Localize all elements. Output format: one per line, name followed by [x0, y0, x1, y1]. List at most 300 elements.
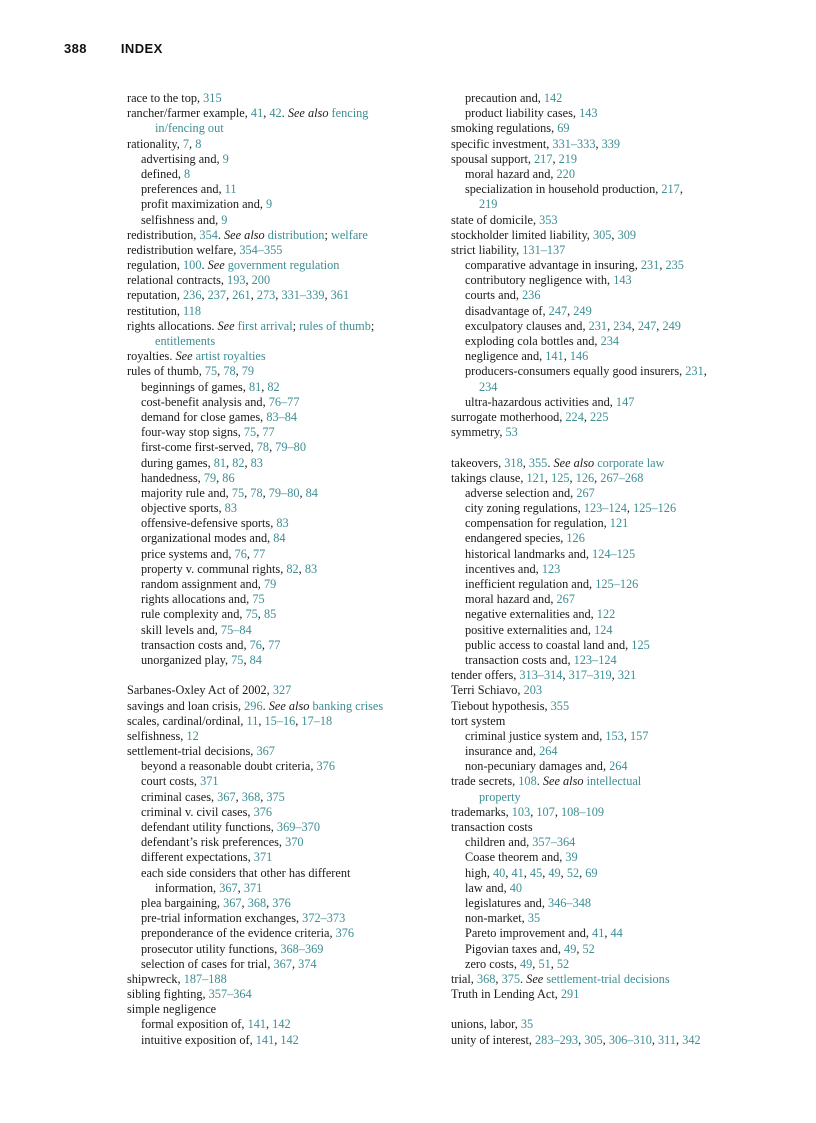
index-entry: [451, 774, 756, 789]
page-reference-link[interactable]: 353: [539, 212, 558, 227]
entry-text: ,: [291, 956, 299, 971]
page-reference-link[interactable]: 235: [665, 258, 684, 273]
page-reference-link[interactable]: 357–364: [532, 835, 576, 850]
page-reference-link[interactable]: 82: [232, 455, 245, 470]
page-reference-link[interactable]: 123–124: [573, 652, 617, 667]
page-reference-link[interactable]: 234: [479, 379, 498, 394]
entry-text: ,: [244, 485, 251, 500]
page-reference-link[interactable]: 41: [592, 926, 605, 941]
page-reference-link[interactable]: 376: [316, 759, 335, 774]
page-reference-link[interactable]: 75: [204, 364, 218, 379]
page-reference-link[interactable]: 376: [253, 804, 273, 819]
page-reference-link[interactable]: 355: [528, 455, 548, 470]
page-reference-link[interactable]: 267: [576, 485, 595, 500]
page-reference-link[interactable]: 355: [550, 698, 570, 713]
index-subentry: [451, 288, 756, 303]
page-reference-link[interactable]: 75: [231, 652, 244, 667]
page-reference-link[interactable]: 357–364: [208, 987, 252, 1002]
entry-text: ,: [226, 288, 233, 303]
entry-text: rights allocations.: [127, 318, 218, 333]
page-reference-link[interactable]: 234: [600, 334, 620, 348]
page-reference-link[interactable]: 83: [276, 516, 289, 531]
index-entry: [451, 1017, 756, 1032]
index-subentry: [451, 896, 756, 911]
page-reference-link[interactable]: 368–369: [280, 941, 324, 956]
page-reference-link[interactable]: 342: [682, 1032, 701, 1047]
entry-text: ,: [216, 470, 223, 485]
index-continuation: [451, 197, 756, 212]
page-reference-link[interactable]: 200: [251, 273, 271, 288]
entry-text: ;: [324, 227, 331, 242]
page-reference-link[interactable]: 131–137: [522, 242, 566, 257]
entry-text: ,: [703, 364, 707, 379]
index-subentry: [127, 547, 432, 562]
page-reference-link[interactable]: 309: [617, 227, 637, 242]
page-reference-link[interactable]: 76: [234, 546, 247, 561]
page-reference-link[interactable]: 157: [629, 728, 649, 743]
page-reference-link[interactable]: 264: [609, 759, 628, 774]
page-reference-link[interactable]: 234: [613, 318, 632, 333]
page-reference-link[interactable]: 305: [592, 227, 612, 242]
page-reference-link[interactable]: 8: [184, 166, 191, 181]
page-reference-link[interactable]: 122: [596, 607, 616, 622]
entry-text: preponderance of the evidence criteria,: [141, 926, 336, 941]
page-reference-link[interactable]: 121: [609, 516, 629, 531]
page-reference-link[interactable]: 142: [280, 1032, 299, 1047]
page-reference-link[interactable]: 339: [601, 136, 621, 151]
page-reference-link[interactable]: 367: [273, 956, 292, 971]
entry-text: inefficient regulation and,: [465, 577, 596, 591]
page-reference-link[interactable]: 187–188: [183, 971, 227, 986]
entry-text: ,: [542, 865, 549, 880]
page-reference-link[interactable]: 247: [637, 318, 657, 333]
page-reference-link[interactable]: 15–16: [264, 713, 296, 728]
entry-text: ,: [261, 637, 269, 652]
entry-text: reputation,: [127, 288, 184, 303]
entry-text: transaction costs: [451, 820, 533, 834]
page-reference-link[interactable]: 86: [222, 470, 235, 485]
entry-text: .: [201, 258, 208, 273]
page-reference-link[interactable]: 83–84: [266, 409, 298, 424]
see-also-label: See also: [224, 227, 265, 242]
page-reference-link[interactable]: 376: [272, 895, 291, 910]
entry-text: specialization in household production,: [465, 182, 662, 197]
page-reference-link[interactable]: 126: [566, 531, 585, 546]
index-entry: [127, 364, 432, 379]
entry-text: savings and loan crisis,: [127, 698, 245, 713]
page-reference-link[interactable]: 367: [256, 744, 275, 759]
page-reference-link[interactable]: 75: [243, 425, 257, 440]
page-reference-link[interactable]: 41: [511, 865, 524, 880]
page-reference-link[interactable]: first arrival: [237, 318, 293, 333]
page-reference-link[interactable]: 249: [573, 303, 592, 318]
page-reference-link[interactable]: 219: [479, 197, 498, 212]
page-reference-link[interactable]: property: [479, 789, 521, 804]
page-reference-link[interactable]: 45: [529, 865, 543, 880]
page-reference-link[interactable]: 371: [253, 850, 273, 865]
page-reference-link[interactable]: 367: [217, 789, 236, 804]
entry-text: insurance and,: [465, 744, 540, 759]
index-entry: [451, 228, 756, 243]
page-reference-link[interactable]: corporate law: [597, 455, 665, 470]
page-reference-link[interactable]: 81: [213, 455, 227, 470]
entry-text: product liability cases,: [465, 106, 580, 121]
index-subentry: [451, 516, 756, 531]
page-reference-link[interactable]: 39: [565, 850, 578, 865]
entry-text: ,: [563, 349, 570, 364]
index-subentry: [127, 501, 432, 516]
page-reference-link[interactable]: 273: [256, 288, 276, 303]
page-reference-link[interactable]: 237: [207, 288, 227, 303]
entry-text: ,: [235, 789, 242, 804]
page-reference-link[interactable]: 76–77: [268, 394, 300, 409]
page-reference-link[interactable]: 354–355: [239, 242, 283, 257]
page-reference-link[interactable]: 75: [245, 607, 258, 622]
page-reference-link[interactable]: 44: [610, 926, 623, 941]
page-reference-link[interactable]: settlement-trial decisions: [546, 971, 670, 986]
page-reference-link[interactable]: 123: [541, 561, 561, 576]
page-reference-link[interactable]: 247: [548, 303, 568, 318]
page-reference-link[interactable]: 7: [182, 136, 190, 151]
entry-text: ,: [505, 865, 512, 880]
index-subentry: [127, 896, 432, 911]
page-reference-link[interactable]: 142: [543, 91, 563, 105]
entry-text: ,: [298, 561, 305, 576]
page-reference-link[interactable]: 107: [536, 804, 555, 819]
entry-text: stockholder limited liability,: [451, 227, 593, 242]
page-reference-link[interactable]: 141: [247, 1017, 267, 1032]
entry-text: spousal support,: [451, 151, 535, 166]
page-reference-link[interactable]: 283–293: [535, 1032, 579, 1047]
page-reference-link[interactable]: 219: [558, 151, 578, 166]
page-reference-link[interactable]: 69: [557, 121, 570, 136]
page-reference-link[interactable]: 143: [613, 273, 632, 288]
entry-text: ,: [246, 546, 254, 561]
page-reference-link[interactable]: 40: [493, 865, 506, 880]
page-reference-link[interactable]: 79–80: [275, 440, 306, 455]
page-reference-link[interactable]: 225: [590, 409, 609, 424]
entry-text: adverse selection and,: [465, 485, 577, 500]
index-subentry: [127, 531, 432, 546]
page-reference-link[interactable]: 125: [551, 470, 570, 485]
page-reference-link[interactable]: 123–124: [583, 501, 627, 516]
page-reference-link[interactable]: 224: [565, 409, 584, 424]
index-subentry: [127, 182, 432, 197]
page-reference-link[interactable]: 141: [255, 1032, 275, 1047]
index-subentry: [451, 258, 756, 273]
page-reference-link[interactable]: 75: [231, 485, 245, 500]
page-reference-link[interactable]: 49: [564, 941, 577, 956]
page-reference-link[interactable]: 267: [556, 592, 575, 607]
page-reference-link[interactable]: 41: [250, 106, 264, 121]
page-reference-link[interactable]: 236: [183, 288, 202, 303]
page-reference-link[interactable]: 9: [222, 151, 229, 166]
page-reference-link[interactable]: 368: [247, 895, 267, 910]
page-reference-link[interactable]: 52: [566, 865, 580, 880]
page-reference-link[interactable]: 306–310: [608, 1032, 652, 1047]
index-subentry: [451, 653, 756, 668]
page-reference-link[interactable]: 118: [183, 303, 202, 318]
page-reference-link[interactable]: distribution: [267, 227, 325, 242]
entry-text: ,: [578, 1032, 585, 1047]
entry-text: ,: [631, 318, 638, 333]
page-reference-link[interactable]: 153: [605, 728, 624, 743]
page-reference-link[interactable]: 367: [223, 895, 242, 910]
page-reference-link[interactable]: 371: [243, 880, 263, 895]
page-reference-link[interactable]: 69: [585, 865, 598, 880]
page-reference-link[interactable]: 217: [534, 151, 553, 166]
page-reference-link[interactable]: 77: [268, 637, 281, 652]
index-continuation: [451, 790, 756, 805]
page-reference-link[interactable]: 296: [244, 698, 263, 713]
page-reference-link[interactable]: 217: [661, 182, 680, 197]
page-reference-link[interactable]: 49: [519, 956, 533, 971]
page-reference-link[interactable]: 100: [183, 258, 202, 273]
page-reference-link[interactable]: 121: [526, 470, 545, 485]
entry-text: demand for close games,: [141, 409, 267, 424]
page-reference-link[interactable]: 84: [273, 531, 286, 546]
page-reference-link[interactable]: entitlements: [155, 334, 216, 348]
page-reference-link[interactable]: 78: [250, 485, 263, 500]
page-reference-link[interactable]: 368: [476, 971, 496, 986]
page-reference-link[interactable]: 52: [556, 956, 570, 971]
page-reference-link[interactable]: 125: [631, 637, 650, 652]
page-reference-link[interactable]: 311: [658, 1032, 677, 1047]
page-reference-link[interactable]: 372–373: [302, 911, 346, 926]
page-reference-link[interactable]: 264: [539, 744, 558, 759]
page-reference-link[interactable]: 124–125: [592, 546, 636, 561]
page-reference-link[interactable]: 12: [186, 728, 199, 743]
entry-text: ,: [217, 364, 224, 379]
page-reference-link[interactable]: welfare: [330, 227, 368, 242]
page-reference-link[interactable]: 327: [272, 683, 292, 698]
page-reference-link[interactable]: 370: [285, 835, 304, 850]
entry-text: moral hazard and,: [465, 166, 557, 181]
page-reference-link[interactable]: 261: [232, 288, 251, 303]
page-reference-link[interactable]: 53: [505, 425, 518, 440]
entry-text: Terri Schiavo,: [451, 683, 524, 698]
page-reference-link[interactable]: 83: [224, 501, 237, 516]
page-reference-link[interactable]: 83: [304, 561, 318, 576]
index-subentry: [451, 167, 756, 182]
entry-text: regulation,: [127, 258, 184, 273]
page-reference-link[interactable]: intellectual: [586, 774, 642, 789]
index-entry: [451, 121, 756, 136]
page-reference-link[interactable]: 331–333: [552, 136, 596, 151]
page-reference-link[interactable]: 220: [556, 166, 575, 181]
entry-text: transaction costs and,: [465, 652, 574, 667]
page-reference-link[interactable]: 231: [588, 318, 608, 333]
page-reference-link[interactable]: 141: [545, 349, 564, 364]
page-reference-link[interactable]: 369–370: [276, 820, 320, 834]
index-subentry: [127, 623, 432, 638]
page-reference-link[interactable]: 231: [685, 364, 704, 379]
page-reference-link[interactable]: in/fencing out: [155, 121, 224, 136]
page-reference-link[interactable]: 368: [241, 789, 261, 804]
page-reference-link[interactable]: 84: [249, 652, 262, 667]
index-column-right: [451, 91, 756, 1048]
page-reference-link[interactable]: 147: [615, 394, 635, 409]
page-reference-link[interactable]: 374: [298, 956, 317, 971]
page-reference-link[interactable]: 231: [640, 258, 660, 273]
see-also-label: See also: [553, 455, 595, 470]
page-reference-link[interactable]: 75: [252, 592, 265, 607]
index-subentry: [451, 835, 756, 850]
entry-text: specific investment,: [451, 136, 553, 151]
page-reference-link[interactable]: 78: [223, 364, 236, 379]
page-reference-link[interactable]: artist royalties: [195, 349, 266, 364]
page-reference-link[interactable]: 305: [584, 1032, 603, 1047]
index-subentry: [451, 850, 756, 865]
page-reference-link[interactable]: 124: [594, 622, 613, 637]
entry-text: ,: [258, 713, 265, 728]
page-reference-link[interactable]: 8: [195, 136, 202, 151]
index-entry: [127, 729, 432, 744]
index-entry: [127, 288, 432, 303]
page-reference-link[interactable]: 331–339: [281, 288, 325, 303]
entry-text: endangered species,: [465, 531, 567, 546]
page-reference-link[interactable]: 79: [263, 577, 277, 591]
page-reference-link[interactable]: 83: [250, 455, 263, 470]
index-entry: [451, 213, 756, 228]
page-reference-link[interactable]: 193: [227, 273, 246, 288]
page-reference-link[interactable]: fencing: [331, 106, 369, 121]
entry-text: settlement-trial decisions,: [127, 744, 257, 759]
page-reference-link[interactable]: 79–80: [268, 485, 300, 500]
page-reference-link[interactable]: 81: [248, 379, 262, 394]
page-reference-link[interactable]: 146: [569, 349, 589, 364]
index-entry: [127, 258, 432, 273]
page-reference-link[interactable]: 354: [199, 227, 218, 242]
entry-text: information,: [155, 880, 220, 895]
page-reference-link[interactable]: 49: [548, 865, 561, 880]
index-subentry: [451, 531, 756, 546]
entry-text: profit maximization and,: [141, 197, 266, 212]
page-reference-link[interactable]: 9: [266, 197, 273, 212]
entry-text: ,: [532, 956, 539, 971]
page-reference-link[interactable]: 78: [256, 440, 270, 455]
entry-text: different expectations,: [141, 850, 254, 865]
entry-text: criminal cases,: [141, 789, 218, 804]
index-subentry: [451, 623, 756, 638]
page-reference-link[interactable]: 77: [253, 546, 266, 561]
entry-text: ,: [257, 607, 264, 622]
page-reference-link[interactable]: 318: [504, 455, 523, 470]
page-reference-link[interactable]: 108–109: [561, 804, 605, 819]
page-reference-link[interactable]: 249: [662, 318, 681, 333]
page-reference-link[interactable]: 76: [249, 637, 262, 652]
page-reference-link[interactable]: 142: [272, 1017, 291, 1032]
index-entry: [451, 972, 756, 987]
page-reference-link[interactable]: 361: [330, 288, 350, 303]
see-also-label: See: [217, 318, 235, 333]
entry-text: property v. communal rights,: [141, 561, 287, 576]
index-entry: [127, 744, 432, 759]
page-reference-link[interactable]: 203: [523, 683, 543, 698]
index-entry: [451, 137, 756, 152]
page-reference-link[interactable]: 52: [582, 941, 595, 956]
page-reference-link[interactable]: 236: [522, 288, 541, 303]
index-entry: [451, 471, 756, 486]
page-reference-link[interactable]: 82: [286, 561, 299, 576]
page-reference-link[interactable]: 85: [263, 607, 277, 622]
page-reference-link[interactable]: 9: [221, 212, 228, 227]
index-subentry: [451, 881, 756, 896]
entry-text: negative externalities and,: [465, 607, 597, 622]
page-reference-link[interactable]: government regulation: [227, 258, 340, 273]
page-reference-link[interactable]: 82: [267, 379, 280, 394]
page-reference-link[interactable]: 315: [203, 91, 222, 105]
page-reference-link[interactable]: 317–319: [568, 668, 612, 683]
index-subentry: [451, 638, 756, 653]
page-reference-link[interactable]: banking crises: [312, 698, 384, 713]
page-reference-link[interactable]: 346–348: [547, 895, 592, 910]
entry-text: random assignment and,: [141, 577, 264, 591]
page-reference-link[interactable]: 35: [527, 911, 541, 926]
page-reference-link[interactable]: 103: [511, 804, 531, 819]
index-entry: [451, 456, 756, 471]
index-subentry: [451, 942, 756, 957]
entry-text: smoking regulations,: [451, 121, 558, 136]
page-reference-link[interactable]: 375: [266, 789, 285, 804]
entry-text: during games,: [141, 455, 214, 470]
page-reference-link[interactable]: 267–268: [600, 470, 644, 485]
page-reference-link[interactable]: 75–84: [220, 622, 252, 637]
entry-text: exploding cola bottles and,: [465, 334, 601, 348]
page-reference-link[interactable]: 84: [305, 485, 318, 500]
index-entry: [127, 319, 432, 334]
page-reference-link[interactable]: 143: [579, 106, 598, 121]
page-reference-link[interactable]: 321: [617, 668, 637, 683]
entry-text: first-come first-served,: [141, 440, 257, 455]
page-reference-link[interactable]: 40: [509, 880, 523, 895]
page-reference-link[interactable]: 291: [560, 987, 580, 1002]
page-reference-link[interactable]: 108: [518, 774, 537, 789]
page-reference-link[interactable]: 35: [520, 1017, 534, 1032]
entry-text: city zoning regulations,: [465, 501, 584, 516]
page-reference-link[interactable]: 79: [203, 470, 217, 485]
page-reference-link[interactable]: 371: [200, 774, 219, 789]
page-reference-link[interactable]: rules of thumb: [299, 318, 371, 333]
page-reference-link[interactable]: 376: [335, 926, 355, 941]
page-reference-link[interactable]: 375: [501, 971, 521, 986]
index-subentry: [451, 106, 756, 121]
entry-text: pre-trial information exchanges,: [141, 911, 303, 926]
entry-text: ,: [602, 1032, 609, 1047]
page-reference-link[interactable]: 125–126: [595, 577, 639, 591]
page-reference-link[interactable]: 126: [575, 470, 595, 485]
page-reference-link[interactable]: 77: [262, 425, 275, 440]
entry-text: ,: [495, 971, 502, 986]
page-reference-link[interactable]: 79: [241, 364, 255, 379]
page-reference-link[interactable]: 17–18: [301, 713, 333, 728]
entry-text: ,: [274, 1032, 281, 1047]
index-subentry: [451, 304, 756, 319]
entry-text: ,: [299, 485, 306, 500]
page-reference-link[interactable]: 11: [224, 182, 237, 197]
page-reference-link[interactable]: 125–126: [633, 501, 677, 516]
entry-text: ,: [594, 470, 601, 485]
page-reference-link[interactable]: 51: [538, 956, 551, 971]
entry-text: exculpatory clauses and,: [465, 318, 589, 333]
page-reference-link[interactable]: 11: [246, 713, 259, 728]
page-reference-link[interactable]: 42: [269, 106, 282, 121]
section-gap: [451, 1002, 756, 1017]
page-reference-link[interactable]: 313–314: [519, 668, 563, 683]
entry-text: price systems and,: [141, 546, 235, 561]
page-reference-link[interactable]: 367: [219, 880, 238, 895]
index-subentry: [451, 911, 756, 926]
